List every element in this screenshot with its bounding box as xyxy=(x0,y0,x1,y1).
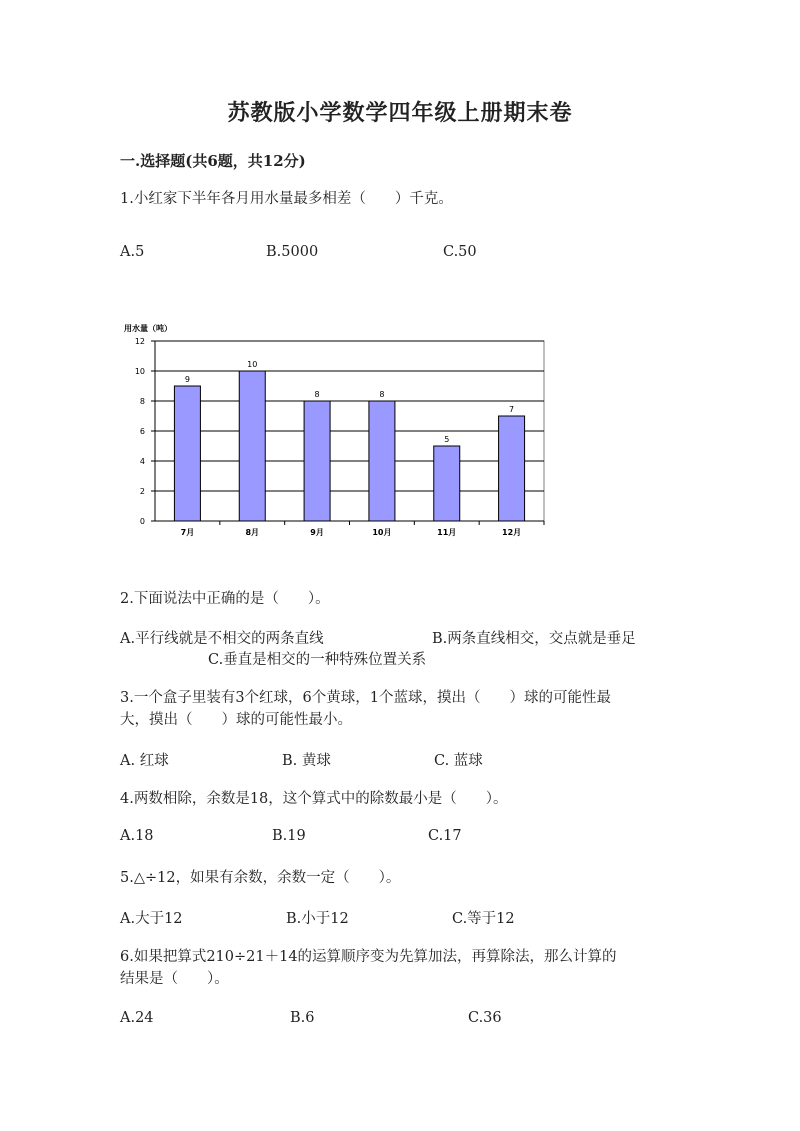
question-1-text: 1.小红家下半年各月用水量最多相差（ ）千克。 xyxy=(120,191,453,207)
question-3-text-line2: 大，摸出（ ）球的可能性最小。 xyxy=(120,712,352,728)
chart-data-label: 8 xyxy=(379,390,385,399)
page-title: 苏教版小学数学四年级上册期末卷 xyxy=(227,100,573,126)
chart-x-tick-label: 10月 xyxy=(372,528,392,537)
question-3-option-b: B. 黄球 xyxy=(282,753,331,769)
chart-bar xyxy=(239,371,265,521)
chart-y-tick-label: 8 xyxy=(139,397,145,406)
question-3-option-a: A. 红球 xyxy=(120,753,169,769)
chart-data-label: 8 xyxy=(314,390,320,399)
question-6-option-c: C.36 xyxy=(468,1010,502,1026)
chart-data-label: 10 xyxy=(247,360,258,369)
chart-data-label: 7 xyxy=(509,405,515,414)
question-6-text-line1: 6.如果把算式210÷21＋14的运算顺序变为先算加法，再算除法，那么计算的 xyxy=(120,949,617,965)
question-6-text-line2: 结果是（ ）。 xyxy=(120,971,229,987)
chart-x-ticks xyxy=(181,521,544,537)
question-3-option-c: C. 蓝球 xyxy=(434,753,483,769)
chart-y-tick-label: 6 xyxy=(139,427,145,436)
question-2-option-c: C.垂直是相交的一种特殊位置关系 xyxy=(208,652,427,668)
question-2-option-b: B.两条直线相交，交点就是垂足 xyxy=(432,631,636,647)
question-1-option-a: A.5 xyxy=(120,244,145,260)
question-6-option-a: A.24 xyxy=(120,1010,154,1026)
chart-y-tick-label: 0 xyxy=(139,517,145,526)
chart-grid xyxy=(155,341,544,521)
question-4-option-a: A.18 xyxy=(120,828,154,844)
chart-data-label: 9 xyxy=(184,375,190,384)
question-2-text: 2.下面说法中正确的是（ ）。 xyxy=(120,591,330,607)
question-6-option-b: B.6 xyxy=(290,1010,315,1026)
chart-bar xyxy=(369,401,395,521)
chart-x-tick-label: 9月 xyxy=(310,528,324,537)
chart-bar xyxy=(434,446,460,521)
chart-bar xyxy=(499,416,525,521)
chart-y-tick-label: 12 xyxy=(134,337,145,346)
chart-y-tick-label: 10 xyxy=(134,367,145,376)
chart-x-tick-label: 8月 xyxy=(245,528,260,537)
question-4-option-c: C.17 xyxy=(428,828,462,844)
chart-bar xyxy=(304,401,330,521)
chart-y-ticks xyxy=(135,337,155,526)
chart-y-axis-label: 用水量（吨） xyxy=(124,324,172,333)
question-5-option-c: C.等于12 xyxy=(452,911,515,927)
chart-data-label: 5 xyxy=(444,435,450,444)
question-1-option-c: C.50 xyxy=(443,244,477,260)
question-1-option-b: B.5000 xyxy=(266,244,319,260)
chart-x-tick-label: 11月 xyxy=(437,528,457,537)
question-4-text: 4.两数相除，余数是18，这个算式中的除数最小是（ ）。 xyxy=(120,791,508,807)
question-5-option-b: B.小于12 xyxy=(286,911,349,927)
chart-x-tick-label: 7月 xyxy=(180,528,195,537)
chart-bars xyxy=(174,371,524,521)
chart-bar xyxy=(174,386,200,521)
chart-y-tick-label: 4 xyxy=(139,457,145,466)
question-3-text-line1: 3.一个盒子里装有3个红球，6个黄球，1个蓝球，摸出（ ）球的可能性最 xyxy=(120,690,612,706)
question-4-option-b: B.19 xyxy=(272,828,306,844)
chart-x-tick-label: 12月 xyxy=(502,528,522,537)
question-5-option-a: A.大于12 xyxy=(120,911,183,927)
water-usage-bar-chart xyxy=(120,318,560,548)
section-heading: 一.选择题(共6题，共12分) xyxy=(120,152,306,170)
question-2-option-a: A.平行线就是不相交的两条直线 xyxy=(120,631,324,647)
chart-y-tick-label: 2 xyxy=(139,487,145,496)
question-5-text: 5.△÷12，如果有余数，余数一定（ ）。 xyxy=(120,870,401,886)
